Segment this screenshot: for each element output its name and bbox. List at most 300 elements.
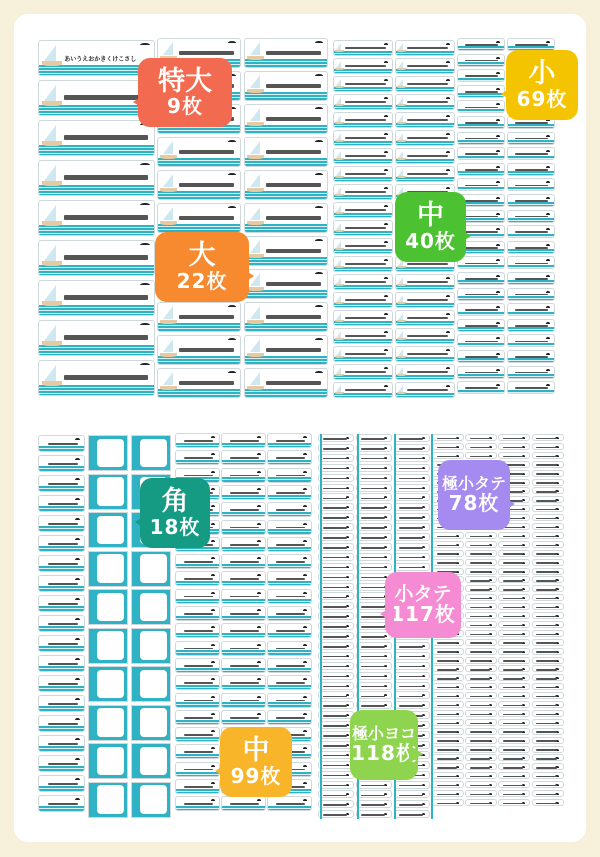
- wave-decoration: [458, 312, 504, 316]
- label-name-text-line: [48, 803, 79, 805]
- label-name-text-line: [399, 438, 423, 440]
- label-name-text-line: [515, 387, 549, 389]
- label-name-text-line: [323, 577, 347, 579]
- label-name-text-line: [266, 117, 321, 121]
- seagull-icon: [75, 478, 80, 482]
- seagull-icon: [257, 523, 261, 527]
- label-name-text-line: [323, 458, 347, 460]
- name-label: [356, 642, 392, 650]
- label-name-text-line: [48, 443, 79, 445]
- wave-decoration: [268, 685, 311, 689]
- label-name-text-line: [323, 597, 347, 599]
- name-label: [244, 203, 328, 233]
- name-label: [457, 54, 505, 67]
- wave-decoration: [39, 486, 84, 491]
- label-name-text-line: [323, 804, 347, 806]
- seagull-icon: [75, 538, 80, 542]
- name-label: [175, 589, 220, 604]
- label-name-text-line: [361, 696, 385, 698]
- name-label: [318, 533, 354, 541]
- name-label: [318, 652, 354, 660]
- label-name-text-line: [48, 683, 79, 685]
- name-label: [532, 746, 564, 753]
- name-label: [394, 781, 430, 789]
- label-name-text-line: [470, 767, 491, 769]
- name-label: [318, 592, 354, 600]
- name-label: [394, 810, 430, 818]
- wave-decoration: [508, 218, 554, 222]
- seagull-icon: [446, 151, 450, 155]
- label-name-text-line: [184, 596, 214, 598]
- seagull-icon: [228, 41, 236, 45]
- name-label: [244, 368, 328, 398]
- label-name-text-line: [536, 651, 557, 653]
- name-label: [498, 443, 530, 450]
- name-label: [221, 502, 266, 517]
- label-name-text-line: [361, 656, 385, 658]
- wave-decoration: [39, 586, 84, 591]
- label-name-text-line: [230, 596, 260, 598]
- seagull-icon: [384, 115, 388, 119]
- label-name-text-line: [465, 247, 499, 249]
- name-label: [457, 147, 505, 160]
- label-name-text-line: [465, 75, 499, 77]
- name-label: [432, 665, 464, 672]
- wave-decoration: [176, 720, 219, 724]
- wave-decoration: [222, 650, 265, 654]
- label-name-text-line: [515, 231, 549, 233]
- label-name-text-line: [276, 648, 306, 650]
- label-name-text-line: [470, 740, 491, 742]
- label-name-text-line: [536, 607, 557, 609]
- name-label: [432, 648, 464, 655]
- label-name-text-line: [48, 543, 79, 545]
- label-name-text-line: [184, 751, 214, 753]
- name-label: [356, 790, 392, 798]
- label-name-text-line: [399, 488, 423, 490]
- label-name-text-line: [323, 775, 347, 777]
- name-label: [356, 464, 392, 472]
- name-label: [507, 256, 555, 269]
- callout-title: 中: [242, 735, 270, 767]
- seagull-icon: [140, 163, 150, 167]
- sailboat-icon: [336, 169, 341, 176]
- name-label: [221, 589, 266, 604]
- label-name-text-line: [361, 567, 385, 569]
- sailboat-icon: [250, 75, 260, 88]
- wave-decoration: [508, 156, 554, 160]
- name-label: [221, 641, 266, 656]
- name-label: [394, 533, 430, 541]
- label-name-text-line: [399, 567, 423, 569]
- wave-decoration: [39, 225, 154, 235]
- name-label: [532, 479, 564, 486]
- label-name-text-line: [437, 562, 458, 564]
- name-label: [38, 795, 85, 812]
- label-name-text-line: [179, 381, 234, 385]
- label-name-text-line: [407, 353, 448, 355]
- label-name-text-line: [470, 456, 491, 458]
- label-name-text-line: [407, 47, 448, 49]
- label-name-text-line: [323, 745, 347, 747]
- label-name-text-line: [230, 665, 260, 667]
- name-label: [498, 746, 530, 753]
- label-name-text-line: [48, 623, 79, 625]
- callout-title: 小タテ: [394, 582, 452, 605]
- name-label: [244, 302, 328, 332]
- sailboat-icon: [250, 306, 260, 319]
- name-label: [432, 737, 464, 744]
- label-name-text-line: [64, 215, 148, 219]
- callout-count: 40枚: [405, 228, 456, 253]
- wave-decoration: [508, 140, 554, 144]
- square-label: [88, 435, 128, 471]
- label-name-text-line: [48, 503, 79, 505]
- name-label: [465, 746, 497, 753]
- label-name-text-line: [470, 580, 491, 582]
- name-label: [432, 550, 464, 557]
- seagull-icon: [75, 718, 80, 722]
- label-name-text-line: [407, 299, 448, 301]
- name-label: [318, 711, 354, 719]
- name-label: [333, 166, 393, 182]
- boat-hull-icon: [247, 89, 264, 94]
- sailboat-icon: [336, 133, 341, 140]
- label-name-text-line: [179, 315, 234, 319]
- label-name-text-line: [276, 440, 306, 442]
- name-label: [157, 137, 241, 167]
- label-name-text-line: [536, 464, 557, 466]
- label-name-text: あいうえおかきくけこさし: [64, 55, 137, 63]
- label-name-text-line: [503, 536, 524, 538]
- name-label: [38, 200, 155, 236]
- name-label: [175, 641, 220, 656]
- name-label: [394, 800, 430, 808]
- label-name-text-line: [536, 803, 557, 805]
- label-name-text-line: [515, 309, 549, 311]
- label-name-text-line: [323, 676, 347, 678]
- label-name-text-line: [465, 185, 499, 187]
- name-label: [532, 790, 564, 797]
- sailboat-icon: [398, 331, 403, 338]
- name-label: [395, 130, 455, 146]
- boat-hull-icon: [247, 188, 264, 193]
- wave-decoration: [268, 477, 311, 481]
- name-label: [356, 682, 392, 690]
- sailboat-icon: [44, 205, 56, 221]
- wave-decoration: [39, 446, 84, 451]
- name-label: [498, 532, 530, 539]
- sailboat-icon: [336, 367, 341, 374]
- label-name-text-line: [323, 488, 347, 490]
- label-name-text-line: [399, 676, 423, 678]
- wave-decoration: [508, 280, 554, 284]
- boat-hull-icon: [42, 301, 62, 306]
- name-label: [318, 691, 354, 699]
- name-label: [157, 335, 241, 365]
- label-name-text-line: [470, 803, 491, 805]
- label-name-text-line: [184, 613, 214, 615]
- square-label: [88, 512, 128, 548]
- name-label: [394, 493, 430, 501]
- label-name-text-line: [323, 587, 347, 589]
- label-name-text-line: [345, 47, 386, 49]
- callout-gokusho-yoko: [350, 710, 418, 780]
- label-name-text-line: [437, 536, 458, 538]
- label-name-text-line: [470, 642, 491, 644]
- wave-decoration: [39, 566, 84, 571]
- seagull-icon: [446, 349, 450, 353]
- label-name-text-line: [465, 44, 499, 46]
- sailboat-icon: [336, 205, 341, 212]
- callout-gokusho-tate: [438, 460, 510, 530]
- name-label: [395, 166, 455, 182]
- wave-decoration: [268, 616, 311, 620]
- label-name-text-line: [399, 814, 423, 816]
- seagull-icon: [315, 305, 323, 309]
- label-name-text-line: [184, 440, 214, 442]
- name-label: [244, 137, 328, 167]
- label-name-text-line: [345, 281, 386, 283]
- seagull-icon: [140, 43, 150, 47]
- name-label: [498, 559, 530, 566]
- wave-decoration: [222, 564, 265, 568]
- name-label: [38, 535, 85, 552]
- name-label: [498, 657, 530, 664]
- label-name-text-line: [536, 438, 557, 440]
- label-name-text-line: [361, 438, 385, 440]
- name-label: [175, 779, 220, 794]
- seagull-icon: [315, 272, 323, 276]
- name-label: [465, 612, 497, 619]
- name-label: [532, 550, 564, 557]
- seagull-icon: [384, 97, 388, 101]
- square-label: [131, 551, 171, 587]
- label-name-text-line: [361, 488, 385, 490]
- name-label: [465, 541, 497, 548]
- label-name-text-line: [470, 616, 491, 618]
- label-name-text-line: [276, 475, 306, 477]
- name-label: [394, 454, 430, 462]
- label-name-text-line: [179, 216, 234, 220]
- name-label: [221, 710, 266, 725]
- sailboat-icon: [44, 365, 56, 381]
- label-name-text-line: [503, 447, 524, 449]
- name-label: [267, 606, 312, 621]
- name-label: [465, 683, 497, 690]
- label-name-text-line: [323, 725, 347, 727]
- boat-hull-icon: [247, 386, 264, 391]
- sailboat-icon: [44, 125, 56, 141]
- name-label: [465, 790, 497, 797]
- wave-decoration: [222, 616, 265, 620]
- label-name-text-line: [536, 616, 557, 618]
- label-name-text-line: [64, 335, 148, 339]
- name-label: [465, 648, 497, 655]
- name-label: [356, 484, 392, 492]
- sailboat-icon: [336, 259, 341, 266]
- square-label-inner: [97, 747, 124, 776]
- sailboat-icon: [250, 339, 260, 352]
- label-name-text-line: [536, 500, 557, 502]
- name-label: [457, 256, 505, 269]
- wave-decoration: [508, 374, 554, 378]
- name-label: [333, 328, 393, 344]
- wave-decoration: [508, 358, 554, 362]
- name-label: [457, 334, 505, 347]
- label-name-text-line: [345, 227, 386, 229]
- wave-decoration: [458, 187, 504, 191]
- label-name-text-line: [361, 666, 385, 668]
- name-label: [507, 334, 555, 347]
- teal-separator: [320, 434, 322, 819]
- label-name-text-line: [276, 561, 306, 563]
- sailboat-icon: [336, 295, 341, 302]
- name-label: [157, 302, 241, 332]
- label-name-text-line: [437, 447, 458, 449]
- wave-decoration: [508, 187, 554, 191]
- square-label: [88, 474, 128, 510]
- seagull-icon: [384, 223, 388, 227]
- label-name-text-line: [437, 767, 458, 769]
- label-name-text-line: [323, 795, 347, 797]
- name-label: [395, 40, 455, 56]
- seagull-icon: [384, 367, 388, 371]
- callout-title: 極小ヨコ: [351, 724, 416, 744]
- label-name-text-line: [503, 714, 524, 716]
- name-label: [318, 513, 354, 521]
- label-name-text-line: [503, 625, 524, 627]
- sailboat-icon: [44, 165, 56, 181]
- wave-decoration: [39, 806, 84, 811]
- square-label-inner: [97, 516, 124, 545]
- label-name-text-line: [323, 567, 347, 569]
- name-label: [465, 799, 497, 806]
- name-label: [356, 800, 392, 808]
- name-label: [394, 563, 430, 571]
- label-name-text-line: [399, 785, 423, 787]
- name-label: [394, 523, 430, 531]
- name-label: [457, 178, 505, 191]
- square-label-inner: [140, 554, 167, 583]
- wave-decoration: [39, 345, 154, 355]
- boat-hull-icon: [42, 341, 62, 346]
- boat-hull-icon: [42, 181, 62, 186]
- label-name-text-line: [407, 317, 448, 319]
- label-name-text-line: [184, 786, 214, 788]
- label-name-text-line: [437, 714, 458, 716]
- seagull-icon: [446, 61, 450, 65]
- label-name-text-line: [470, 785, 491, 787]
- seagull-icon: [140, 283, 150, 287]
- name-label: [532, 701, 564, 708]
- name-label: [267, 710, 312, 725]
- name-label: [457, 38, 505, 51]
- name-label: [267, 658, 312, 673]
- label-name-text-line: [503, 669, 524, 671]
- name-label: [318, 523, 354, 531]
- label-name-text-line: [536, 642, 557, 644]
- sailboat-icon: [163, 174, 173, 187]
- label-name-text-line: [345, 191, 386, 193]
- label-name-text-line: [465, 325, 499, 327]
- label-name-text-line: [323, 507, 347, 509]
- seagull-icon: [446, 43, 450, 47]
- label-name-text-line: [536, 740, 557, 742]
- name-label: [532, 541, 564, 548]
- name-label: [395, 382, 455, 398]
- label-name-text-line: [437, 758, 458, 760]
- square-label: [131, 666, 171, 702]
- name-label: [394, 790, 430, 798]
- seagull-icon: [303, 471, 307, 475]
- name-label: [318, 800, 354, 808]
- sailboat-icon: [398, 313, 403, 320]
- sailboat-icon: [44, 245, 56, 261]
- label-name-text-line: [437, 749, 458, 751]
- label-name-text-line: [48, 523, 79, 525]
- name-label: [318, 761, 354, 769]
- sailboat-icon: [163, 339, 173, 352]
- wave-decoration: [39, 145, 154, 155]
- label-name-text-line: [323, 547, 347, 549]
- label-name-text-line: [276, 457, 306, 459]
- wave-decoration: [458, 358, 504, 362]
- wave-decoration: [176, 616, 219, 620]
- seagull-icon: [75, 658, 80, 662]
- label-name-text-line: [361, 676, 385, 678]
- name-label: [465, 665, 497, 672]
- name-label: [38, 675, 85, 692]
- label-name-text-line: [399, 686, 423, 688]
- seagull-icon: [384, 259, 388, 263]
- square-label: [131, 628, 171, 664]
- name-label: [395, 94, 455, 110]
- label-name-text-line: [230, 578, 260, 580]
- name-label: [221, 433, 266, 448]
- seagull-icon: [211, 523, 215, 527]
- name-label: [38, 755, 85, 772]
- square-label: [131, 705, 171, 741]
- label-name-text-line: [276, 613, 306, 615]
- square-label-inner: [97, 593, 124, 622]
- name-label: [38, 775, 85, 792]
- name-label: [532, 763, 564, 770]
- name-label: [356, 434, 392, 442]
- wave-decoration: [176, 702, 219, 706]
- wave-decoration: [176, 668, 219, 672]
- label-name-text-line: [48, 763, 79, 765]
- name-label: [318, 790, 354, 798]
- label-name-text-line: [437, 776, 458, 778]
- wave-decoration: [508, 234, 554, 238]
- name-label: [432, 701, 464, 708]
- name-label: [532, 772, 564, 779]
- name-label: [532, 496, 564, 503]
- wave-decoration: [39, 546, 84, 551]
- label-name-text-line: [536, 518, 557, 520]
- label-name-text-line: [407, 281, 448, 283]
- name-label: [432, 674, 464, 681]
- name-label: [532, 452, 564, 459]
- wave-decoration: [458, 327, 504, 331]
- label-name-text-line: [470, 562, 491, 564]
- wave-decoration: [458, 296, 504, 300]
- name-label: [532, 674, 564, 681]
- label-name-text-line: [465, 107, 499, 109]
- label-name-text-line: [536, 705, 557, 707]
- square-label-inner: [140, 439, 167, 468]
